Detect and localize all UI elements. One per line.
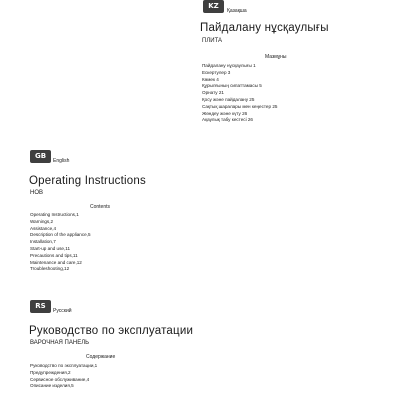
- toc-item: Предупреждения,2: [30, 369, 71, 375]
- toc-item: Орнату 21: [202, 90, 224, 96]
- table-of-contents: [30, 363, 97, 390]
- toc-item: Жөндеу және күту 26: [202, 110, 248, 116]
- section-title: Пайдалану нұсқаулығы: [200, 22, 329, 34]
- toc-item: Start-up and use,11: [30, 245, 71, 251]
- toc-item: Руководство по эксплуатации,1: [30, 363, 98, 368]
- table-of-contents: [202, 63, 277, 124]
- toc-item: Description of the appliance,5: [30, 232, 91, 238]
- model-label: ВАРОЧНАЯ ПАНЕЛЬ: [30, 340, 90, 346]
- contents-heading: Содержание: [86, 354, 116, 360]
- model-label: HOB: [30, 190, 44, 196]
- toc-item: Көмек 4: [202, 76, 219, 82]
- language-badge: RS: [30, 300, 51, 313]
- toc-item: Ақаулық табу кестесі 26: [202, 117, 253, 123]
- section-gb: [0, 140, 400, 290]
- section-kz: [0, 0, 400, 150]
- toc-item: Troubleshooting,12: [30, 266, 70, 272]
- toc-item: Maintenance and care,12: [30, 259, 82, 265]
- contents-heading: Contents: [90, 204, 111, 210]
- section-rs: [0, 290, 400, 400]
- language-label: Қазақша: [227, 8, 247, 14]
- toc-item: Описание изделия,5: [30, 383, 74, 389]
- toc-item: Құрылғының сипаттамасы 5: [202, 83, 262, 89]
- toc-item: Precautions and tips,11: [30, 252, 78, 258]
- toc-item: Сақтық шаралары мен кеңестер 25: [202, 103, 278, 109]
- language-label: Русский: [53, 308, 72, 314]
- toc-item: Warnings,2: [30, 218, 54, 224]
- toc-item: Қосу және пайдалану 25: [202, 96, 255, 102]
- toc-item: Operating Instructions,1: [30, 212, 79, 217]
- table-of-contents: [30, 212, 91, 273]
- language-badge: KZ: [203, 0, 224, 13]
- toc-item: Ескертулер 3: [202, 69, 231, 75]
- toc-item: Сервисное обслуживание,4: [30, 376, 90, 382]
- language-label: English: [53, 158, 70, 164]
- language-badge: GB: [30, 150, 51, 163]
- model-label: ПЛИТА: [202, 38, 223, 44]
- toc-item: Пайдалану нұсқаулығы 1: [202, 63, 256, 68]
- contents-heading: Мазмұны: [265, 54, 287, 60]
- toc-item: Installation,7: [30, 239, 56, 245]
- section-title: Руководство по эксплуатации: [29, 325, 194, 337]
- toc-item: Assistance,4: [30, 225, 57, 231]
- section-title: Operating Instructions: [29, 175, 146, 187]
